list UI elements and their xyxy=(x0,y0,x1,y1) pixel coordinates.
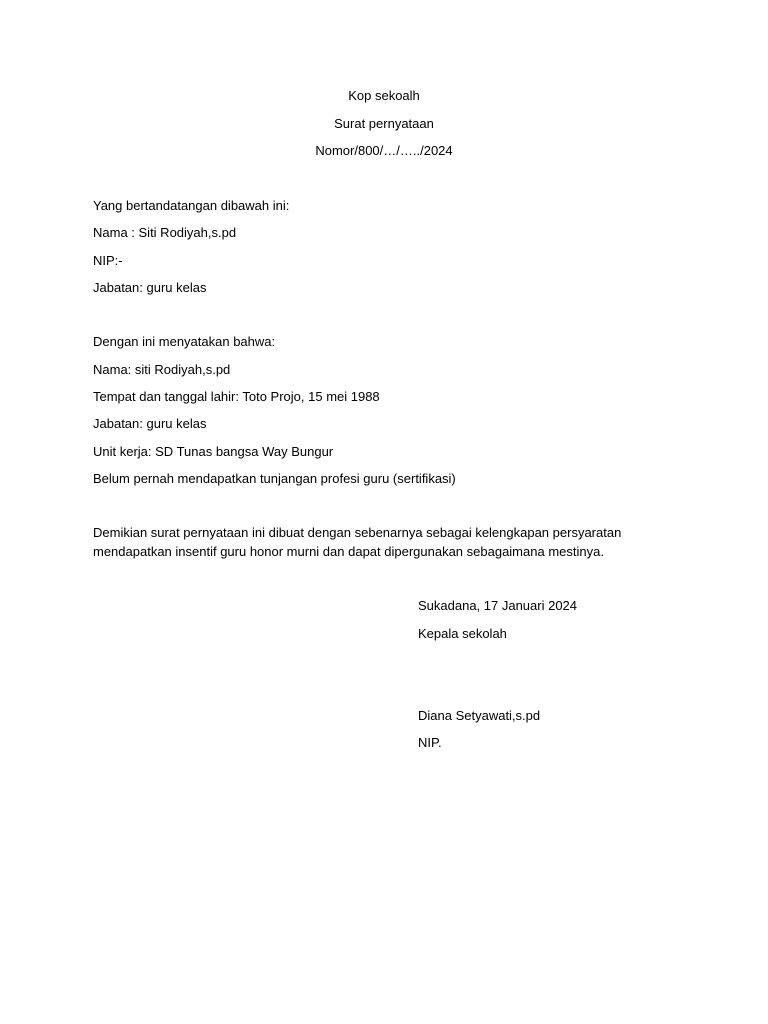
statement-certification: Belum pernah mendapatkan tunjangan profesi guru (sertifikasi) xyxy=(93,471,456,486)
statement-unit: Unit kerja: SD Tunas bangsa Way Bungur xyxy=(93,444,334,459)
letterhead-text: Kop sekoalh xyxy=(348,88,420,103)
signer-intro: Yang bertandatangan dibawah ini: xyxy=(93,198,290,213)
signature-nip: NIP. xyxy=(418,735,442,750)
signer-position: Jabatan: guru kelas xyxy=(93,280,207,295)
statement-birth: Tempat dan tanggal lahir: Toto Projo, 15 mei 1988 xyxy=(93,389,380,404)
statement-position: Jabatan: guru kelas xyxy=(93,416,207,431)
statement-name: Nama: siti Rodiyah,s.pd xyxy=(93,362,231,377)
letter-title: Surat pernyataan xyxy=(334,116,434,131)
closing-line-1: Demikian surat pernyataan ini dibuat dengan sebenarnya sebagai kelengkapan persyaratan xyxy=(93,525,622,540)
signature-role: Kepala sekolah xyxy=(418,626,507,641)
closing-line-2: mendapatkan insentif guru honor murni dan dapat dipergunakan sebagaimana mestinya. xyxy=(93,544,604,559)
statement-intro: Dengan ini menyatakan bahwa: xyxy=(93,334,276,349)
signer-name: Nama : Siti Rodiyah,s.pd xyxy=(93,225,237,240)
signature-place-date: Sukadana, 17 Januari 2024 xyxy=(418,598,578,613)
signature-name: Diana Setyawati,s.pd xyxy=(418,708,541,723)
letter-number: Nomor/800/…/…../2024 xyxy=(315,143,453,158)
signer-nip: NIP:- xyxy=(93,253,123,268)
